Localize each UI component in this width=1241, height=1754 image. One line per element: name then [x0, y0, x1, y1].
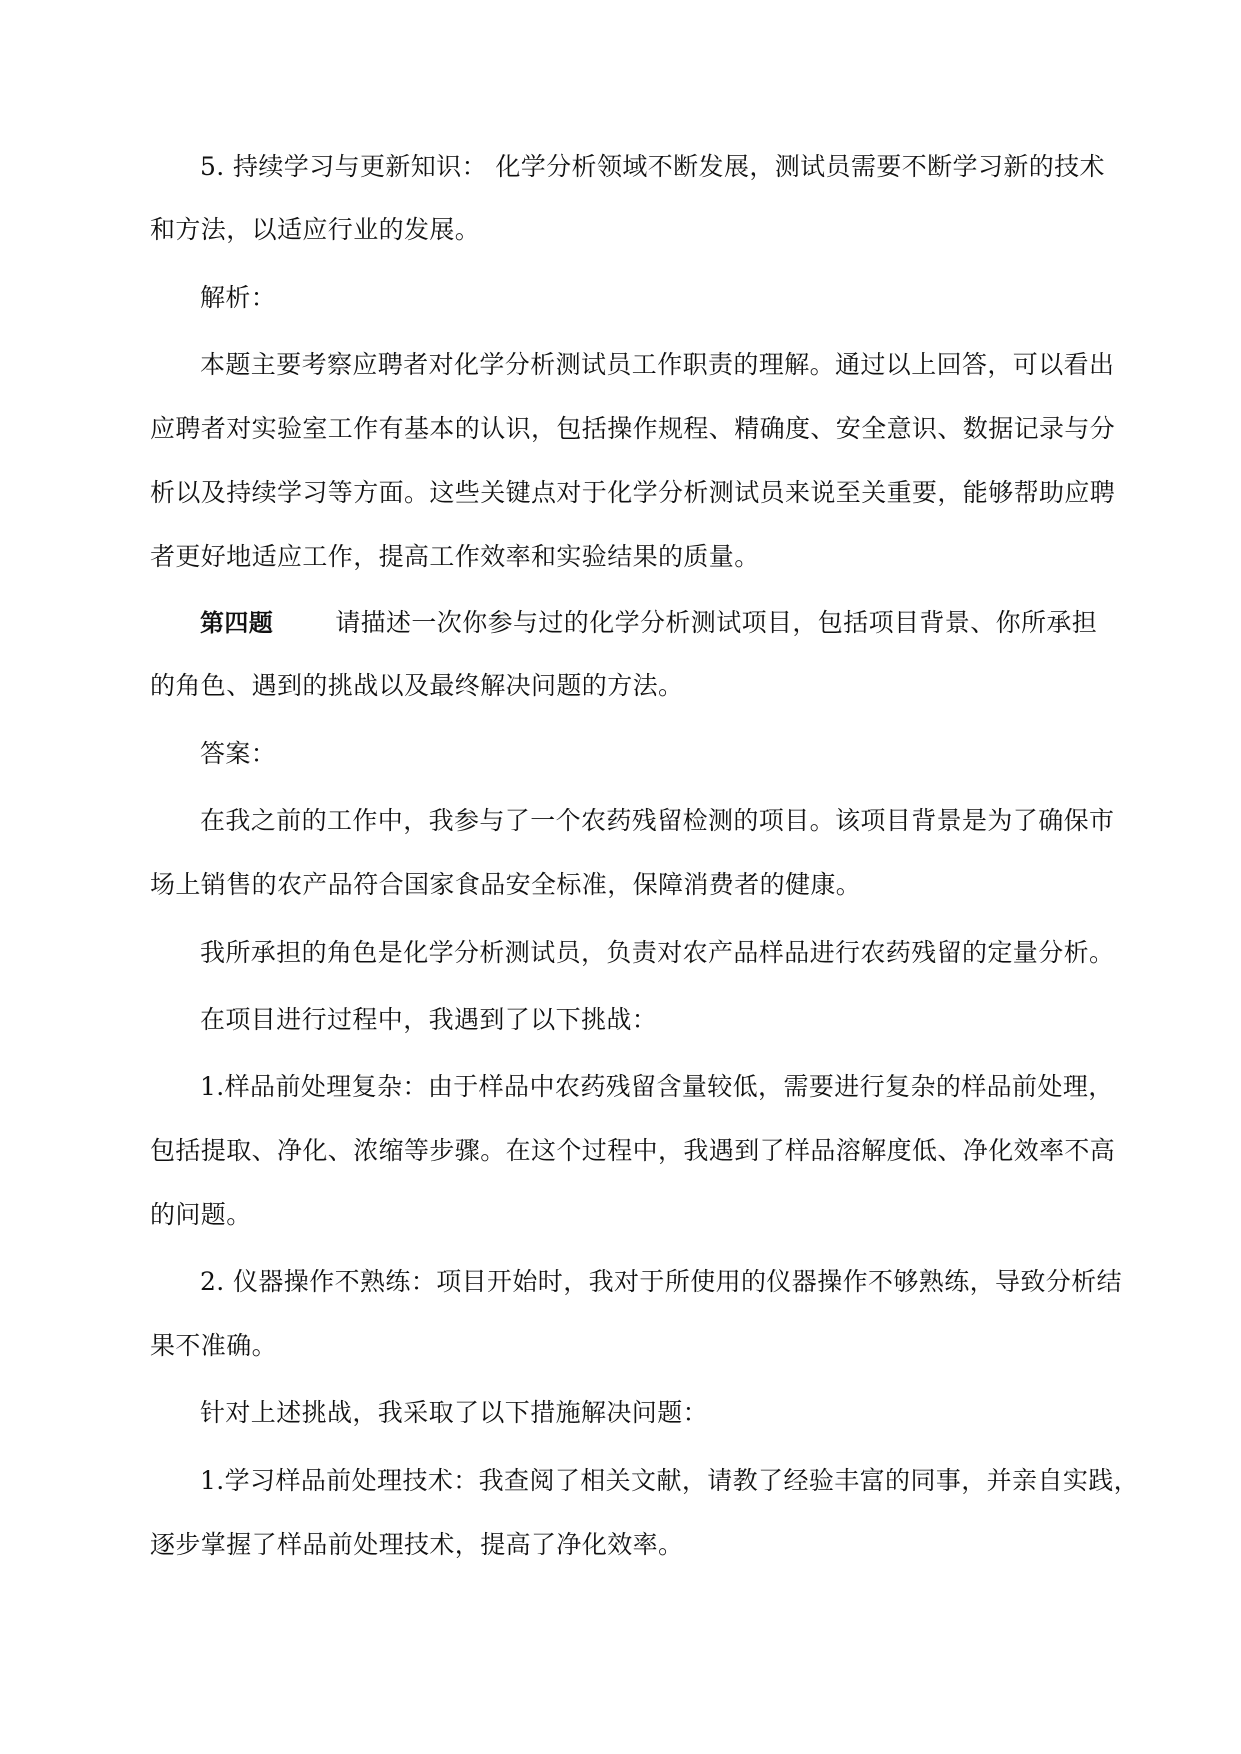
- paragraph-9-line-1: 1.学习样品前处理技术：我查阅了相关文献，请教了经验丰富的同事，并亲自实践，: [200, 1466, 1140, 1495]
- paragraph-7-line-2: 果不准确。: [150, 1331, 278, 1360]
- paragraph-2-line-1: 本题主要考察应聘者对化学分析测试员工作职责的理解。通过以上回答，可以看出: [200, 350, 1115, 379]
- paragraph-6-line-1: 1.样品前处理复杂：由于样品中农药残留含量较低，需要进行复杂的样品前处理，: [200, 1072, 1114, 1101]
- paragraph-5-line-1: 在项目进行过程中，我遇到了以下挑战：: [200, 1005, 658, 1034]
- paragraph-6-line-3: 的问题。: [150, 1200, 252, 1229]
- paragraph-9-line-2: 逐步掌握了样品前处理技术，提高了净化效率。: [150, 1530, 684, 1559]
- paragraph-1-line-2: 和方法，以适应行业的发展。: [150, 215, 481, 244]
- paragraph-2-line-4: 者更好地适应工作，提高工作效率和实验结果的质量。: [150, 542, 760, 571]
- paragraph-2-line-3: 析以及持续学习等方面。这些关键点对于化学分析测试员来说至关重要，能够帮助应聘: [150, 478, 1116, 507]
- question-4-line-1: [200, 605, 1097, 641]
- question-4-label: 第四题: [200, 609, 274, 637]
- paragraph-6-line-2: 包括提取、净化、浓缩等步骤。在这个过程中，我遇到了样品溶解度低、净化效率不高: [150, 1136, 1116, 1165]
- paragraph-3-line-1: 在我之前的工作中，我参与了一个农药残留检测的项目。该项目背景是为了确保市: [200, 806, 1115, 835]
- paragraph-8-line-1: 针对上述挑战，我采取了以下措施解决问题：: [200, 1398, 709, 1427]
- paragraph-3-line-2: 场上销售的农产品符合国家食品安全标准，保障消费者的健康。: [150, 870, 862, 899]
- question-4-line-2: 的角色、遇到的挑战以及最终解决问题的方法。: [150, 671, 684, 700]
- paragraph-4-line-1: 我所承担的角色是化学分析测试员，负责对农产品样品进行农药残留的定量分析。: [200, 938, 1115, 967]
- question-4-text: 请描述一次你参与过的化学分析测试项目，包括项目背景、你所承担: [335, 608, 1098, 637]
- paragraph-1-line-1: 5. 持续学习与更新知识： 化学分析领域不断发展，测试员需要不断学习新的技术: [200, 152, 1105, 181]
- answer-label: 答案：: [200, 739, 277, 768]
- paragraph-2-line-2: 应聘者对实验室工作有基本的认识，包括操作规程、精确度、安全意识、数据记录与分: [150, 414, 1116, 443]
- paragraph-7-line-1: 2. 仪器操作不熟练：项目开始时，我对于所使用的仪器操作不够熟练，导致分析结: [200, 1267, 1123, 1296]
- analysis-label: 解析：: [200, 283, 277, 312]
